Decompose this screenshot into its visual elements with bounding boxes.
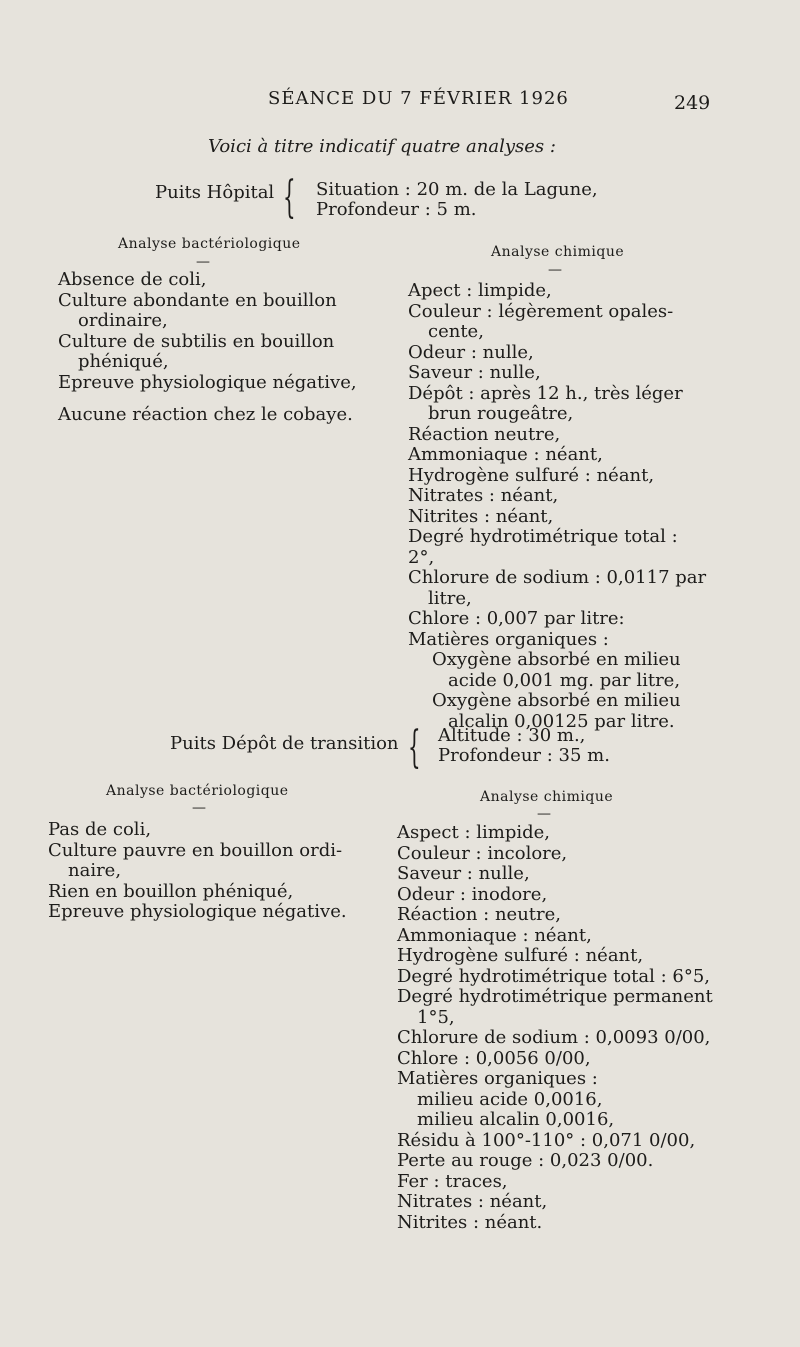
- brace-symbol: {: [408, 722, 421, 773]
- text-line: Dépôt : après 12 h., très léger: [408, 382, 683, 404]
- text-line: Chlore : 0,0056 0/00,: [397, 1047, 591, 1069]
- well2-bacterio-heading: Analyse bactériologique: [106, 783, 289, 799]
- text-line: Degré hydrotimétrique total : 6°5,: [397, 965, 711, 987]
- text-line: Aspect : limpide,: [397, 822, 550, 843]
- well2-chimique-list: [397, 823, 717, 1233]
- well1-bacterio-heading: Analyse bactériologique: [118, 236, 301, 252]
- heading-dash: —: [196, 254, 210, 270]
- page-number: 249: [674, 92, 711, 114]
- text-line: naire,: [68, 860, 122, 881]
- text-line: Perte au rouge : 0,023 0/00.: [397, 1150, 654, 1171]
- text-line: Fer : traces,: [397, 1170, 508, 1192]
- well2-bacterio-list: [48, 820, 368, 923]
- text-line: Résidu à 100°-110° : 0,071 0/00,: [397, 1129, 696, 1151]
- text-line: Absence de coli,: [58, 269, 207, 290]
- text-line: alcalin 0,00125 par litre.: [448, 710, 675, 732]
- text-line: Ammoniaque : néant,: [397, 924, 592, 946]
- text-line: Réaction : neutre,: [397, 904, 561, 925]
- text-line: Nitrites : néant,: [408, 505, 554, 527]
- text-line: Pas de coli,: [48, 819, 152, 840]
- intro-line: Voici à titre indicatif quatre analyses :: [208, 136, 556, 157]
- text-line: Culture abondante en bouillon: [58, 289, 337, 311]
- heading-dash: —: [192, 800, 206, 816]
- well2-info-line: Altitude : 30 m.,: [438, 725, 586, 746]
- text-line: milieu acide 0,0016,: [417, 1088, 603, 1110]
- well1-info-line: Situation : 20 m. de la Lagune,: [316, 179, 598, 200]
- text-line: Epreuve physiologique négative.: [48, 901, 347, 922]
- text-line: Rien en bouillon phéniqué,: [48, 880, 294, 902]
- text-line: Nitrates : néant,: [397, 1191, 548, 1212]
- heading-dash: —: [537, 806, 551, 822]
- well2-info-line: Profondeur : 35 m.: [438, 745, 610, 766]
- well1-chimique-heading: Analyse chimique: [491, 244, 625, 260]
- text-line: Epreuve physiologique négative,: [58, 371, 357, 393]
- text-line: Culture de subtilis en bouillon: [58, 330, 335, 352]
- text-line: Saveur : nulle,: [408, 362, 541, 383]
- text-line: ordinaire,: [78, 310, 168, 331]
- running-header: SÉANCE DU 7 FÉVRIER 1926: [268, 88, 569, 109]
- well1-bacterio-list: [58, 270, 358, 426]
- text-line: Degré hydrotimétrique total : 2°,: [408, 526, 678, 568]
- text-line: Odeur : inodore,: [397, 883, 548, 905]
- text-line: milieu alcalin 0,0016,: [417, 1109, 615, 1130]
- well2-chimique-heading: Analyse chimique: [480, 789, 614, 805]
- text-line: 1°5,: [417, 1006, 455, 1028]
- text-line: Nitrates : néant,: [408, 485, 559, 506]
- text-line: Oxygène absorbé en milieu: [432, 690, 681, 711]
- text-line: cente,: [428, 321, 484, 342]
- brace-symbol: {: [283, 172, 296, 223]
- well2-name: Puits Dépôt de transition: [170, 733, 399, 754]
- text-line: Saveur : nulle,: [397, 863, 530, 884]
- text-line: Hydrogène sulfuré : néant,: [408, 464, 655, 486]
- well1-name: Puits Hôpital: [155, 182, 275, 203]
- text-line: Apect : limpide,: [408, 280, 552, 301]
- text-line: Chlorure de sodium : 0,0093 0/00,: [397, 1027, 711, 1048]
- text-line: Réaction neutre,: [408, 423, 561, 445]
- text-line: Couleur : légèrement opales-: [408, 300, 674, 322]
- text-line: brun rougeâtre,: [428, 403, 574, 424]
- well1-chimique-list: [408, 281, 708, 732]
- well1-info-line: Profondeur : 5 m.: [316, 199, 477, 220]
- text-line: Matières organiques :: [408, 628, 609, 650]
- heading-dash: —: [548, 262, 562, 278]
- text-line: Couleur : incolore,: [397, 842, 568, 864]
- text-line: Chlorure de sodium : 0,0117 par: [408, 567, 707, 588]
- text-line: Ammoniaque : néant,: [408, 444, 603, 465]
- text-line: Aucune réaction chez le cobaye.: [58, 404, 353, 425]
- text-line: litre,: [428, 587, 472, 609]
- text-line: phéniqué,: [78, 351, 169, 372]
- text-line: acide 0,001 mg. par litre,: [448, 669, 681, 691]
- text-line: Odeur : nulle,: [408, 341, 534, 363]
- text-line: Chlore : 0,007 par litre:: [408, 608, 625, 629]
- text-line: Oxygène absorbé en milieu: [432, 649, 681, 670]
- text-line: Hydrogène sulfuré : néant,: [397, 945, 644, 966]
- text-line: Nitrites : néant.: [397, 1211, 543, 1233]
- text-line: Degré hydrotimétrique permanent: [397, 986, 713, 1007]
- text-line: Matières organiques :: [397, 1068, 598, 1089]
- text-line: Culture pauvre en bouillon ordi-: [48, 839, 343, 861]
